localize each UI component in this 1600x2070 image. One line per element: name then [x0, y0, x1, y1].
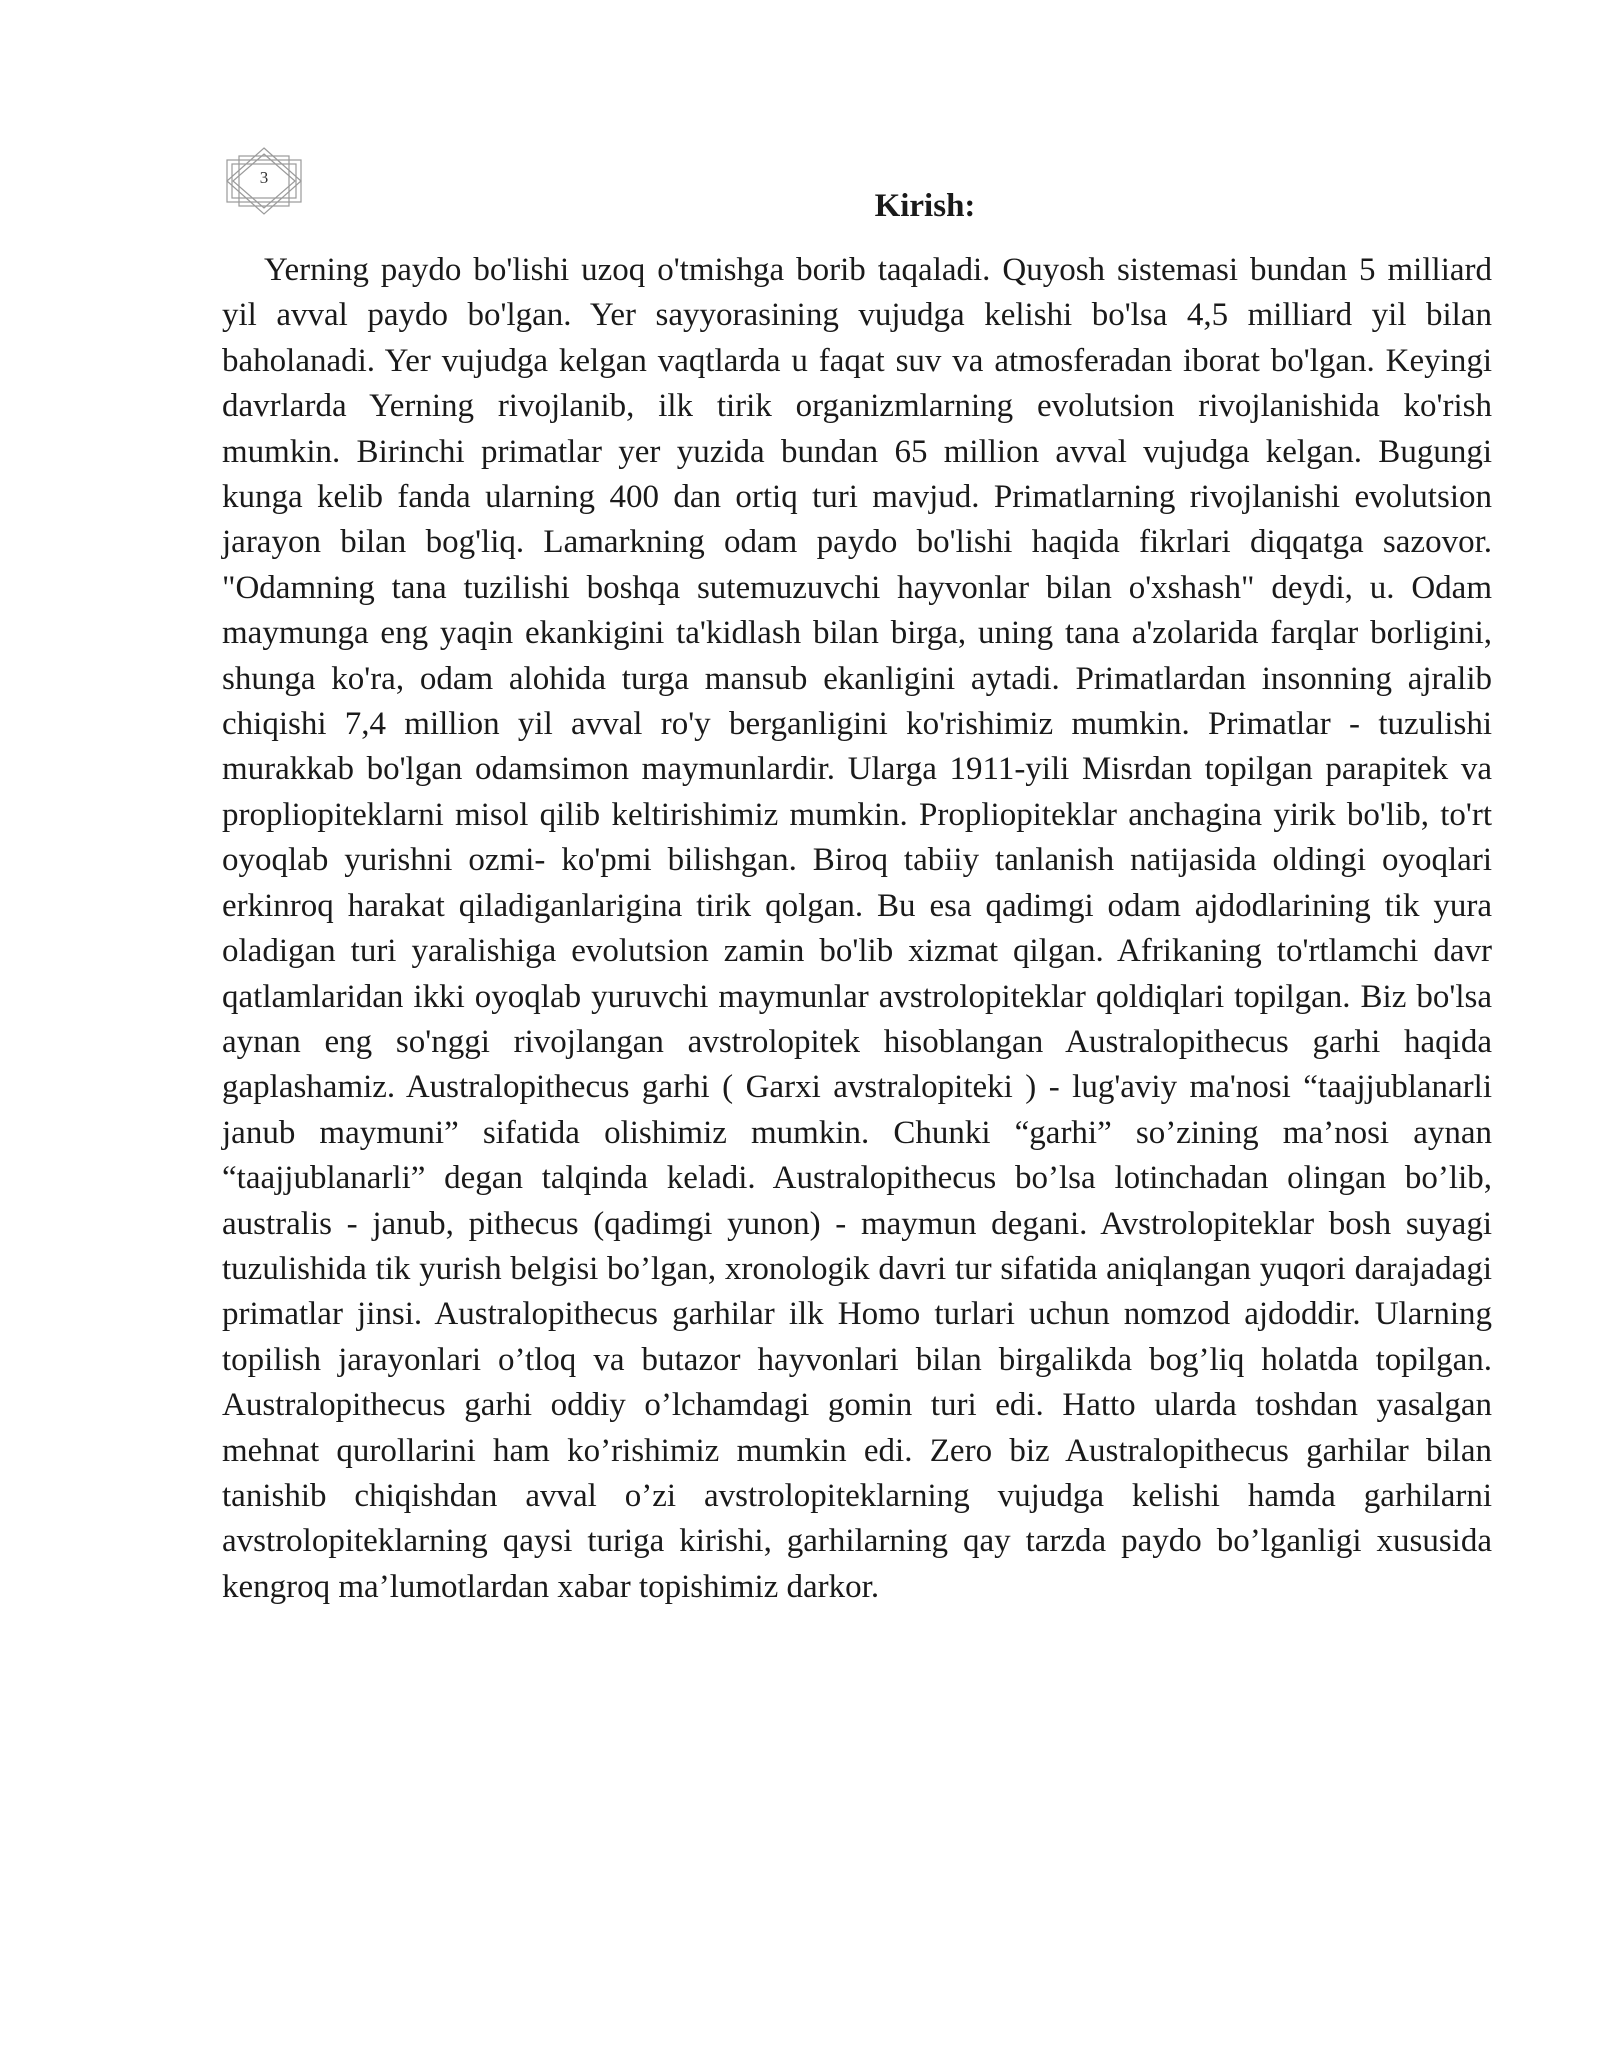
- body-paragraph: Yerning paydo bo'lishi uzoq o'tmishga borib taqaladi. Quyosh sistemasi bundan 5 milliard yil avval paydo bo'lgan. Yer sayyorasining vujudga kelishi bo'lsa 4,5 milliard yil bilan baholanadi. Yer vujudga kelgan vaqtlarda u faqat suv va atmosferadan iborat bo'lgan. Keyingi davrlarda Yerning rivojlanib, ilk tirik organizmlarning evolutsion rivojlanishida ko'rish mumkin. Birinchi primatlar yer yuzida bundan 65 million avval vujudga kelgan. Bugungi kunga kelib fanda ularning 400 dan ortiq turi mavjud. Primatlarning rivojlanishi evolutsion jarayon bilan bog'liq. Lamarkning odam paydo bo'lishi haqida fikrlari diqqatga sazovor. "Odamning tana tuzilishi boshqa sutemuzuvchi hayvonlar bilan o'xshash" deydi, u. Odam maymunga eng yaqin ekankigini ta'kidlash bilan birga, uning tana a'zolarida farqlar borligini, shunga ko'ra, odam alohida turga mansub ekanligini aytadi. Primatlardan insonning ajralib chiqishi 7,4 million yil avval ro'y berganligini ko'rishimiz mumkin. Primatlar - tuzulishi murakkab bo'lgan odamsimon maymunlardir. Ularga 1911-yili Misrdan topilgan parapitek va propliopiteklarni misol qilib keltirishimiz mumkin. Propliopiteklar anchagina yirik bo'lib, to'rt oyoqlab yurishni ozmi- ko'pmi bilishgan. Biroq tabiiy tanlanish natijasida oldingi oyoqlari erkinroq harakat qiladiganlarigina tirik qolgan. Bu esa qadimgi odam ajdodlarining tik yura oladigan turi yaralishiga evolutsion zamin bo'lib xizmat qilgan. Afrikaning to'rtlamchi davr qatlamlaridan ikki oyoqlab yuruvchi maymunlar avstrolopiteklar qoldiqlari topilgan. Biz bo'lsa aynan eng so'nggi rivojlangan avstrolopitek hisoblangan Australopithecus garhi haqida gaplashamiz. Australopithecus garhi ( Garxi avstralopiteki ) - lug'aviy ma'nosi “taajjublanarli janub maymuni” sifatida olishimiz mumkin. Chunki “garhi” so’zining ma’nosi aynan “taajjublanarli” degan talqinda keladi. Australopithecus bo’lsa lotinchadan olingan bo’lib, australis - janub, pithecus (qadimgi yunon) - maymun degani. Avstrolopiteklar bosh suyagi tuzulishida tik yurish belgisi bo’lgan, xronologik davri tur sifatida aniqlangan yuqori darajadagi primatlar jinsi. Australopithecus garhilar ilk Homo turlari uchun nomzod ajdoddir. Ularning topilish jarayonlari o’tloq va butazor hayvonlari bilan birgalikda bog’liq holatda topilgan. Australopithecus garhi oddiy o’lchamdagi gomin turi edi. Hatto ularda toshdan yasalgan mehnat qurollarini ham ko’rishimiz mumkin edi. Zero biz Australopithecus garhilar bilan tanishib chiqishdan avval o’zi avstrolopiteklarning vujudga kelishi hamda garhilarni avstrolopiteklarning qaysi turiga kirishi, garhilarning qay tarzda paydo bo’lganligi xususida kengroq ma’lumotlardan xabar topishimiz darkor.: [222, 252, 1492, 1605]
- page-number: 3: [259, 168, 269, 187]
- page-title: Kirish:: [874, 188, 976, 224]
- page-number-badge: [223, 146, 305, 216]
